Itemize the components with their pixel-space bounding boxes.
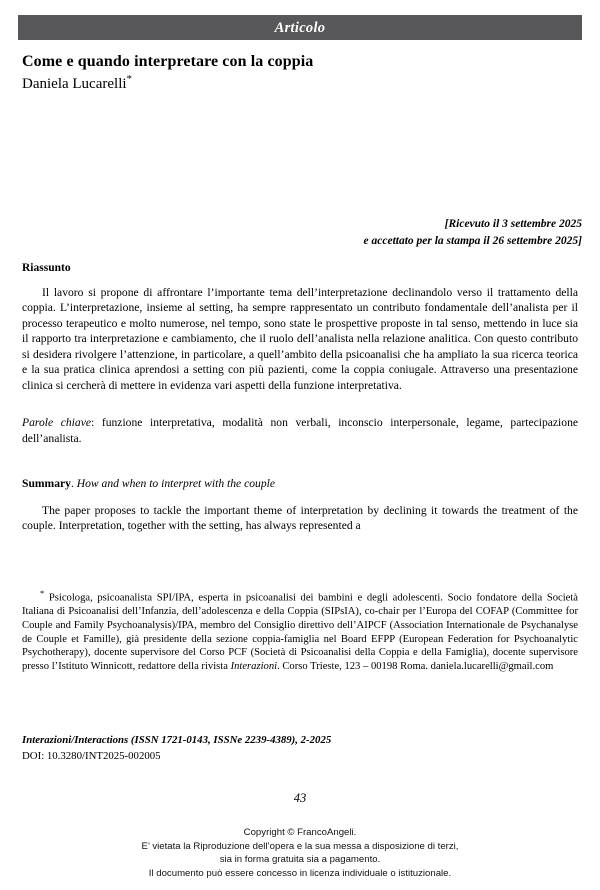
summary-paragraph: The paper proposes to tackle the important theme of interpretation by declining it towards the treatment of the couple. Interpretation, together with the setting, has always represented a <box>22 503 578 533</box>
summary-label: Summary <box>22 477 71 491</box>
citation-line: Interazioni/Interactions (ISSN 1721-0143, ISSNe 2239-4389), 2-2025 <box>22 734 332 746</box>
author-name <box>22 73 582 94</box>
abstract-paragraph: Il lavoro si propone di affrontare l’importante tema dell’interpretazione declinandolo verso il trattamento della coppia. L’interpretazione, insieme al setting, ha sempre rappresentato un contributo fondamentale dell’analista per il processo terapeutico e molto numerose, nel tempo, sono state le prospettive proposte in tal senso, mettendo in luce sia il rapporto tra interpretazione e cambiamento, che il ruolo dell’analista nella relazione analitica. Con questo contributo si desidera rivolgere l’attenzione, in particolare, a quell’ambito della psicoanalisi che ha ampliato la sua ricerca teorica e la sua pratica clinica aprendosi a setting con più pazienti, come la coppia coniugale. Attraverso una presentazione clinica si cercherà di mettere in evidenza vari aspetti della funzione interpretativa. <box>22 285 578 392</box>
keywords-text: funzione interpretativa, modalità non verbali, inconscio interpersonale, legame, partecipazione dell’analista. <box>22 416 579 445</box>
page-number: 43 <box>293 791 307 805</box>
banner-label: Articolo <box>274 19 326 36</box>
author-footnote-marker: * <box>126 73 133 86</box>
copyright-line-2: E’ vietata la Riproduzione dell’opera e la sua messa a disposizione di terzi, <box>141 840 459 852</box>
abstract-section <box>22 261 578 534</box>
journal-citation <box>22 733 578 764</box>
copyright-line-4: Il documento può essere concesso in licenza individuale o istituzionale. <box>148 867 452 879</box>
author-label: Daniela Lucarelli <box>22 76 127 93</box>
keywords-separator: : <box>91 416 102 430</box>
keywords-paragraph <box>22 415 578 446</box>
summary-heading <box>22 476 578 491</box>
footnote-journal-name: Interazioni <box>230 660 278 672</box>
footnote-marker: * <box>40 588 45 598</box>
title-block <box>22 52 582 94</box>
doi-line: DOI: 10.3280/INT2025-002005 <box>22 749 161 762</box>
footnote-text-part2: . Corso Trieste, 123 – 00198 Roma. daniela.lucarelli@gmail.com <box>277 660 554 672</box>
keywords-label: Parole chiave <box>22 416 91 430</box>
copyright-line-1: Copyright © FrancoAngeli. <box>243 827 357 838</box>
received-date-line: [Ricevuto il 3 settembre 2025 <box>444 218 582 230</box>
summary-separator: . <box>70 477 77 491</box>
copyright-footer <box>0 826 600 880</box>
page-title: Come e quando interpretare con la coppia <box>22 53 314 70</box>
section-banner <box>18 15 582 40</box>
footnote-text-part1: Psicologa, psicoanalista SPI/IPA, esperta in psicoanalisi dei bambini e degli adolescenti. Socio fondatore della Società Italiana di Psicoanalisi dell’Infanzia, dell’adolescenza e della Coppia (SIPsIA), co-chair per l’Europa del COFAP (Committee for Couple and Family Psychoanalysis)/IPA, membro del Consiglio direttivo dell’AIPCF (Association Internationale de Psychanalyse de Couple et Famille), già presidente della sezione coppia-famiglia nel Board EFPP (European Federation for Psychoanalytic Psychotherapy), docente supervisore del Corso PCF (Società di Psicoanalisi della Coppia e della Famiglia), docente supervisore presso l’Istituto Winnicott, redattore della rivista <box>22 592 578 672</box>
summary-english-title: How and when to interpret with the couple <box>76 477 276 491</box>
copyright-line-3: sia in forma gratuita sia a pagamento. <box>219 854 381 866</box>
accepted-date-line: e accettato per la stampa il 26 settembre 2025] <box>363 234 582 247</box>
received-accepted-dates <box>162 216 582 249</box>
abstract-heading: Riassunto <box>22 262 71 274</box>
author-footnote <box>22 588 578 673</box>
